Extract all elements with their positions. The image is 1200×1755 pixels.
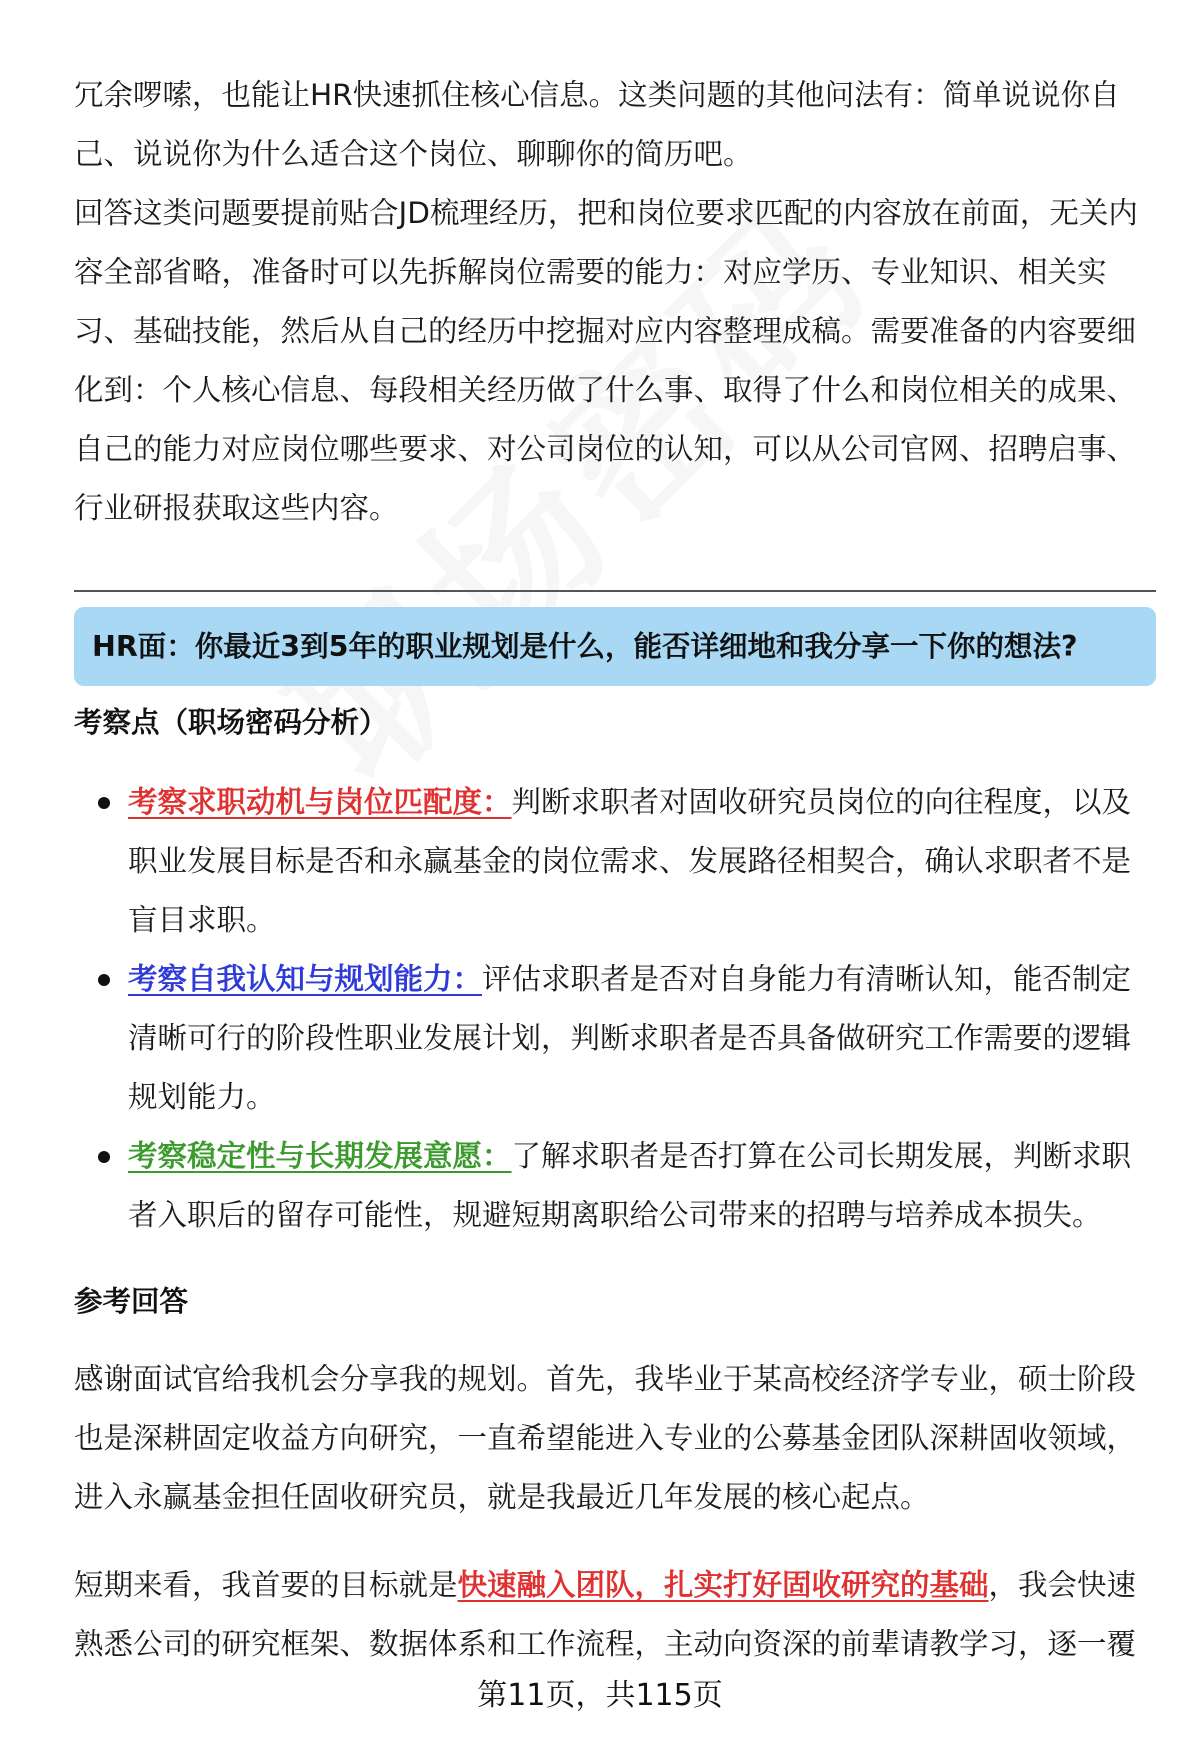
intro-paragraph-1: 冗余啰嗦，也能让HR快速抓住核心信息。这类问题的其他问法有：简单说说你自己、说说你为什么适合这个岗位、聊聊你的简历吧。	[74, 78, 1120, 171]
bullet-dot-icon	[98, 1151, 110, 1163]
analysis-item	[74, 773, 1156, 950]
analysis-keyword: 考察稳定性与长期发展意愿：	[128, 1139, 512, 1173]
analysis-list	[74, 773, 1156, 1245]
analysis-item	[74, 1127, 1156, 1245]
intro-paragraph-2: 回答这类问题要提前贴合JD梳理经历，把和岗位要求匹配的内容放在前面，无关内容全部省略，准备时可以先拆解岗位需要的能力：对应学历、专业知识、相关实习、基础技能，然后从自己的经历中挖掘对应内容整理成稿。需要准备的内容要细化到：个人核心信息、每段相关经历做了什么事、取得了什么和岗位相关的成果、自己的能力对应岗位哪些要求、对公司岗位的认知，可以从公司官网、招聘启事、行业研报获取这些内容。	[74, 196, 1138, 525]
answer-paragraph-1: 感谢面试官给我机会分享我的规划。首先，我毕业于某高校经济学专业，硕士阶段也是深耕固定收益方向研究，一直希望能进入专业的公募基金团队深耕固收领域，进入永赢基金担任固收研究员，就是我最近几年发展的核心起点。	[74, 1362, 1137, 1514]
answer-paragraph-2	[74, 1556, 1156, 1674]
answer-highlight: 快速融入团队，扎实打好固收研究的基础	[457, 1568, 989, 1602]
analysis-text: 评估求职者是否对自身能力有清晰认知，能否制定清晰可行的阶段性职业发展计划，判断求职者是否具备做研究工作需要的逻辑规划能力。	[128, 962, 1132, 1114]
question-banner	[74, 607, 1156, 686]
bullet-dot-icon	[98, 974, 110, 986]
analysis-heading: 考察点（职场密码分析）	[74, 706, 388, 739]
section-divider	[74, 590, 1156, 592]
question-text: HR面：你最近3到5年的职业规划是什么，能否详细地和我分享一下你的想法?	[92, 630, 1078, 663]
analysis-text: 判断求职者对固收研究员岗位的向往程度，以及职业发展目标是否和永赢基金的岗位需求、发展路径相契合，确认求职者不是盲目求职。	[128, 785, 1132, 937]
answer-text-lead: 短期来看，我首要的目标就是	[74, 1568, 458, 1602]
answer-heading: 参考回答	[74, 1285, 189, 1318]
analysis-text: 了解求职者是否打算在公司长期发展，判断求职者入职后的留存可能性，规避短期离职给公司带来的招聘与培养成本损失。	[128, 1139, 1132, 1232]
answer-text-tail: ，我会快速熟悉公司的研究框架、数据体系和工作流程，主动向资深的前辈请教学习，逐一覆	[74, 1568, 1137, 1661]
page-footer: 第11页，共115页	[477, 1678, 723, 1713]
analysis-keyword: 考察求职动机与岗位匹配度：	[128, 785, 512, 819]
bullet-dot-icon	[98, 797, 110, 809]
analysis-item	[74, 950, 1156, 1127]
analysis-keyword: 考察自我认知与规划能力：	[128, 962, 483, 996]
